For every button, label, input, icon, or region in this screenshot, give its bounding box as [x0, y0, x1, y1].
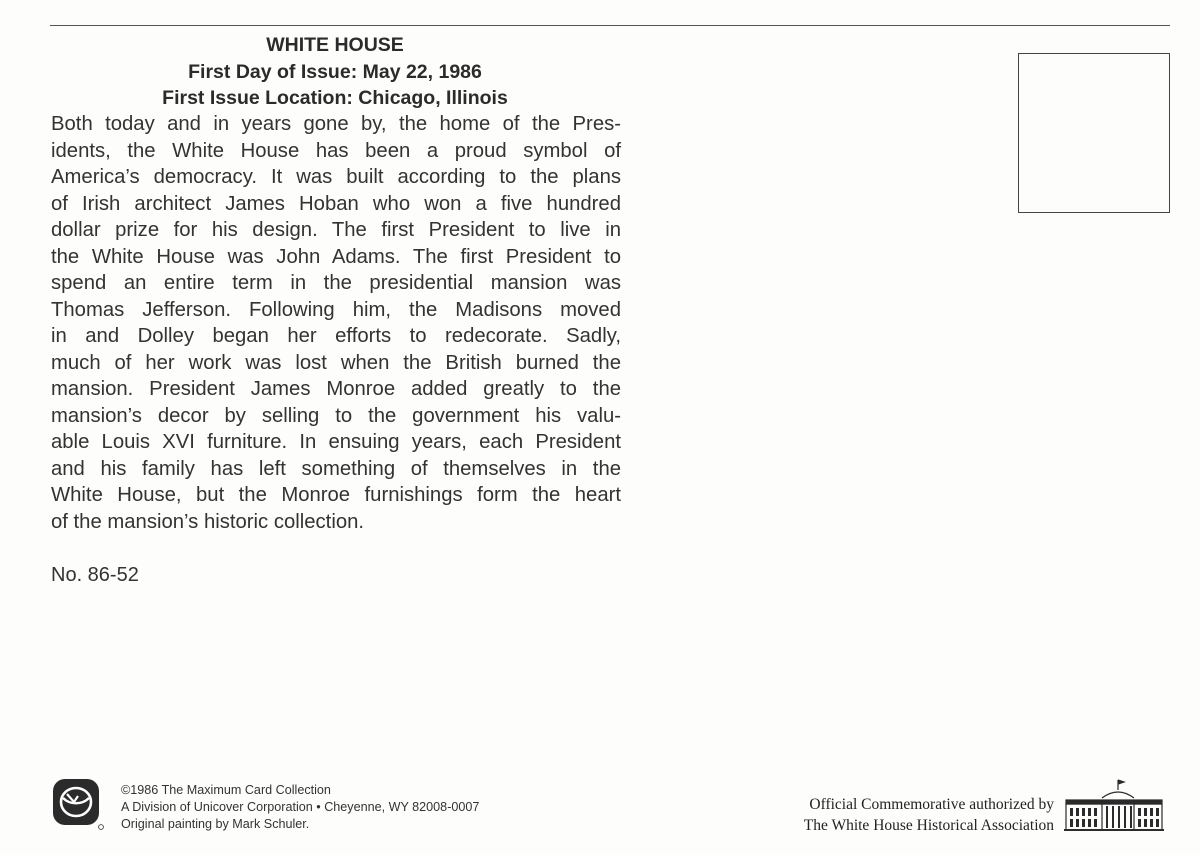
copyright-line: ©1986 The Maximum Card Collection [121, 783, 331, 797]
authorization-text [740, 794, 1054, 836]
description-line: mansion’s decor by selling to the government his valu- [51, 404, 621, 427]
description-line: the White House was John Adams. The first President to [51, 245, 621, 268]
top-rule [50, 25, 1170, 26]
description-line: much of her work was lost when the British burned the [51, 351, 621, 374]
description-line: spend an entire term in the presidential mansion was [51, 272, 621, 294]
white-house-icon [1062, 778, 1166, 834]
description-line: and his family has left something of themselves in the [51, 457, 621, 480]
authorization-line-1: Official Commemorative authorized by [809, 796, 1054, 813]
stamp-placement-box [1018, 53, 1170, 213]
description-line: White House, but the Monroe furnishings form the heart [51, 484, 621, 506]
description-line: of the mansion’s historic collection. [51, 510, 365, 533]
card-heading [50, 32, 620, 112]
painting-credit: Original painting by Mark Schuler. [121, 817, 310, 831]
card-title: WHITE HOUSE [266, 34, 404, 56]
description-line: Both today and in years gone by, the home of the Pres- [51, 113, 621, 135]
first-day-of-issue: First Day of Issue: May 22, 1986 [188, 60, 482, 83]
card-number: No. 86-52 [51, 564, 139, 586]
unicover-logo-icon [52, 778, 104, 830]
description-line: of Irish architect James Hoban who won a five hundred [51, 192, 621, 215]
authorization-line-2: The White House Historical Association [803, 817, 1054, 834]
description-line: idents, the White House has been a proud symbol of [51, 139, 621, 162]
division-line: A Division of Unicover Corporation • Cheyenne, WY 82008-0007 [121, 800, 480, 814]
publisher-credits [121, 782, 479, 833]
description-line: dollar prize for his design. The first President to live in [51, 219, 621, 241]
description-line: able Louis XVI furniture. In ensuing years, each President [51, 431, 621, 453]
description-text [51, 111, 621, 535]
first-issue-location: First Issue Location: Chicago, Illinois [162, 87, 508, 109]
description-line: Thomas Jefferson. Following him, the Madisons moved [51, 298, 621, 321]
description-line: in and Dolley began her efforts to redecorate. Sadly, [51, 325, 621, 347]
description-line: mansion. President James Monroe added greatly to the [51, 378, 621, 400]
description-line: America’s democracy. It was built according to the plans [51, 166, 621, 188]
